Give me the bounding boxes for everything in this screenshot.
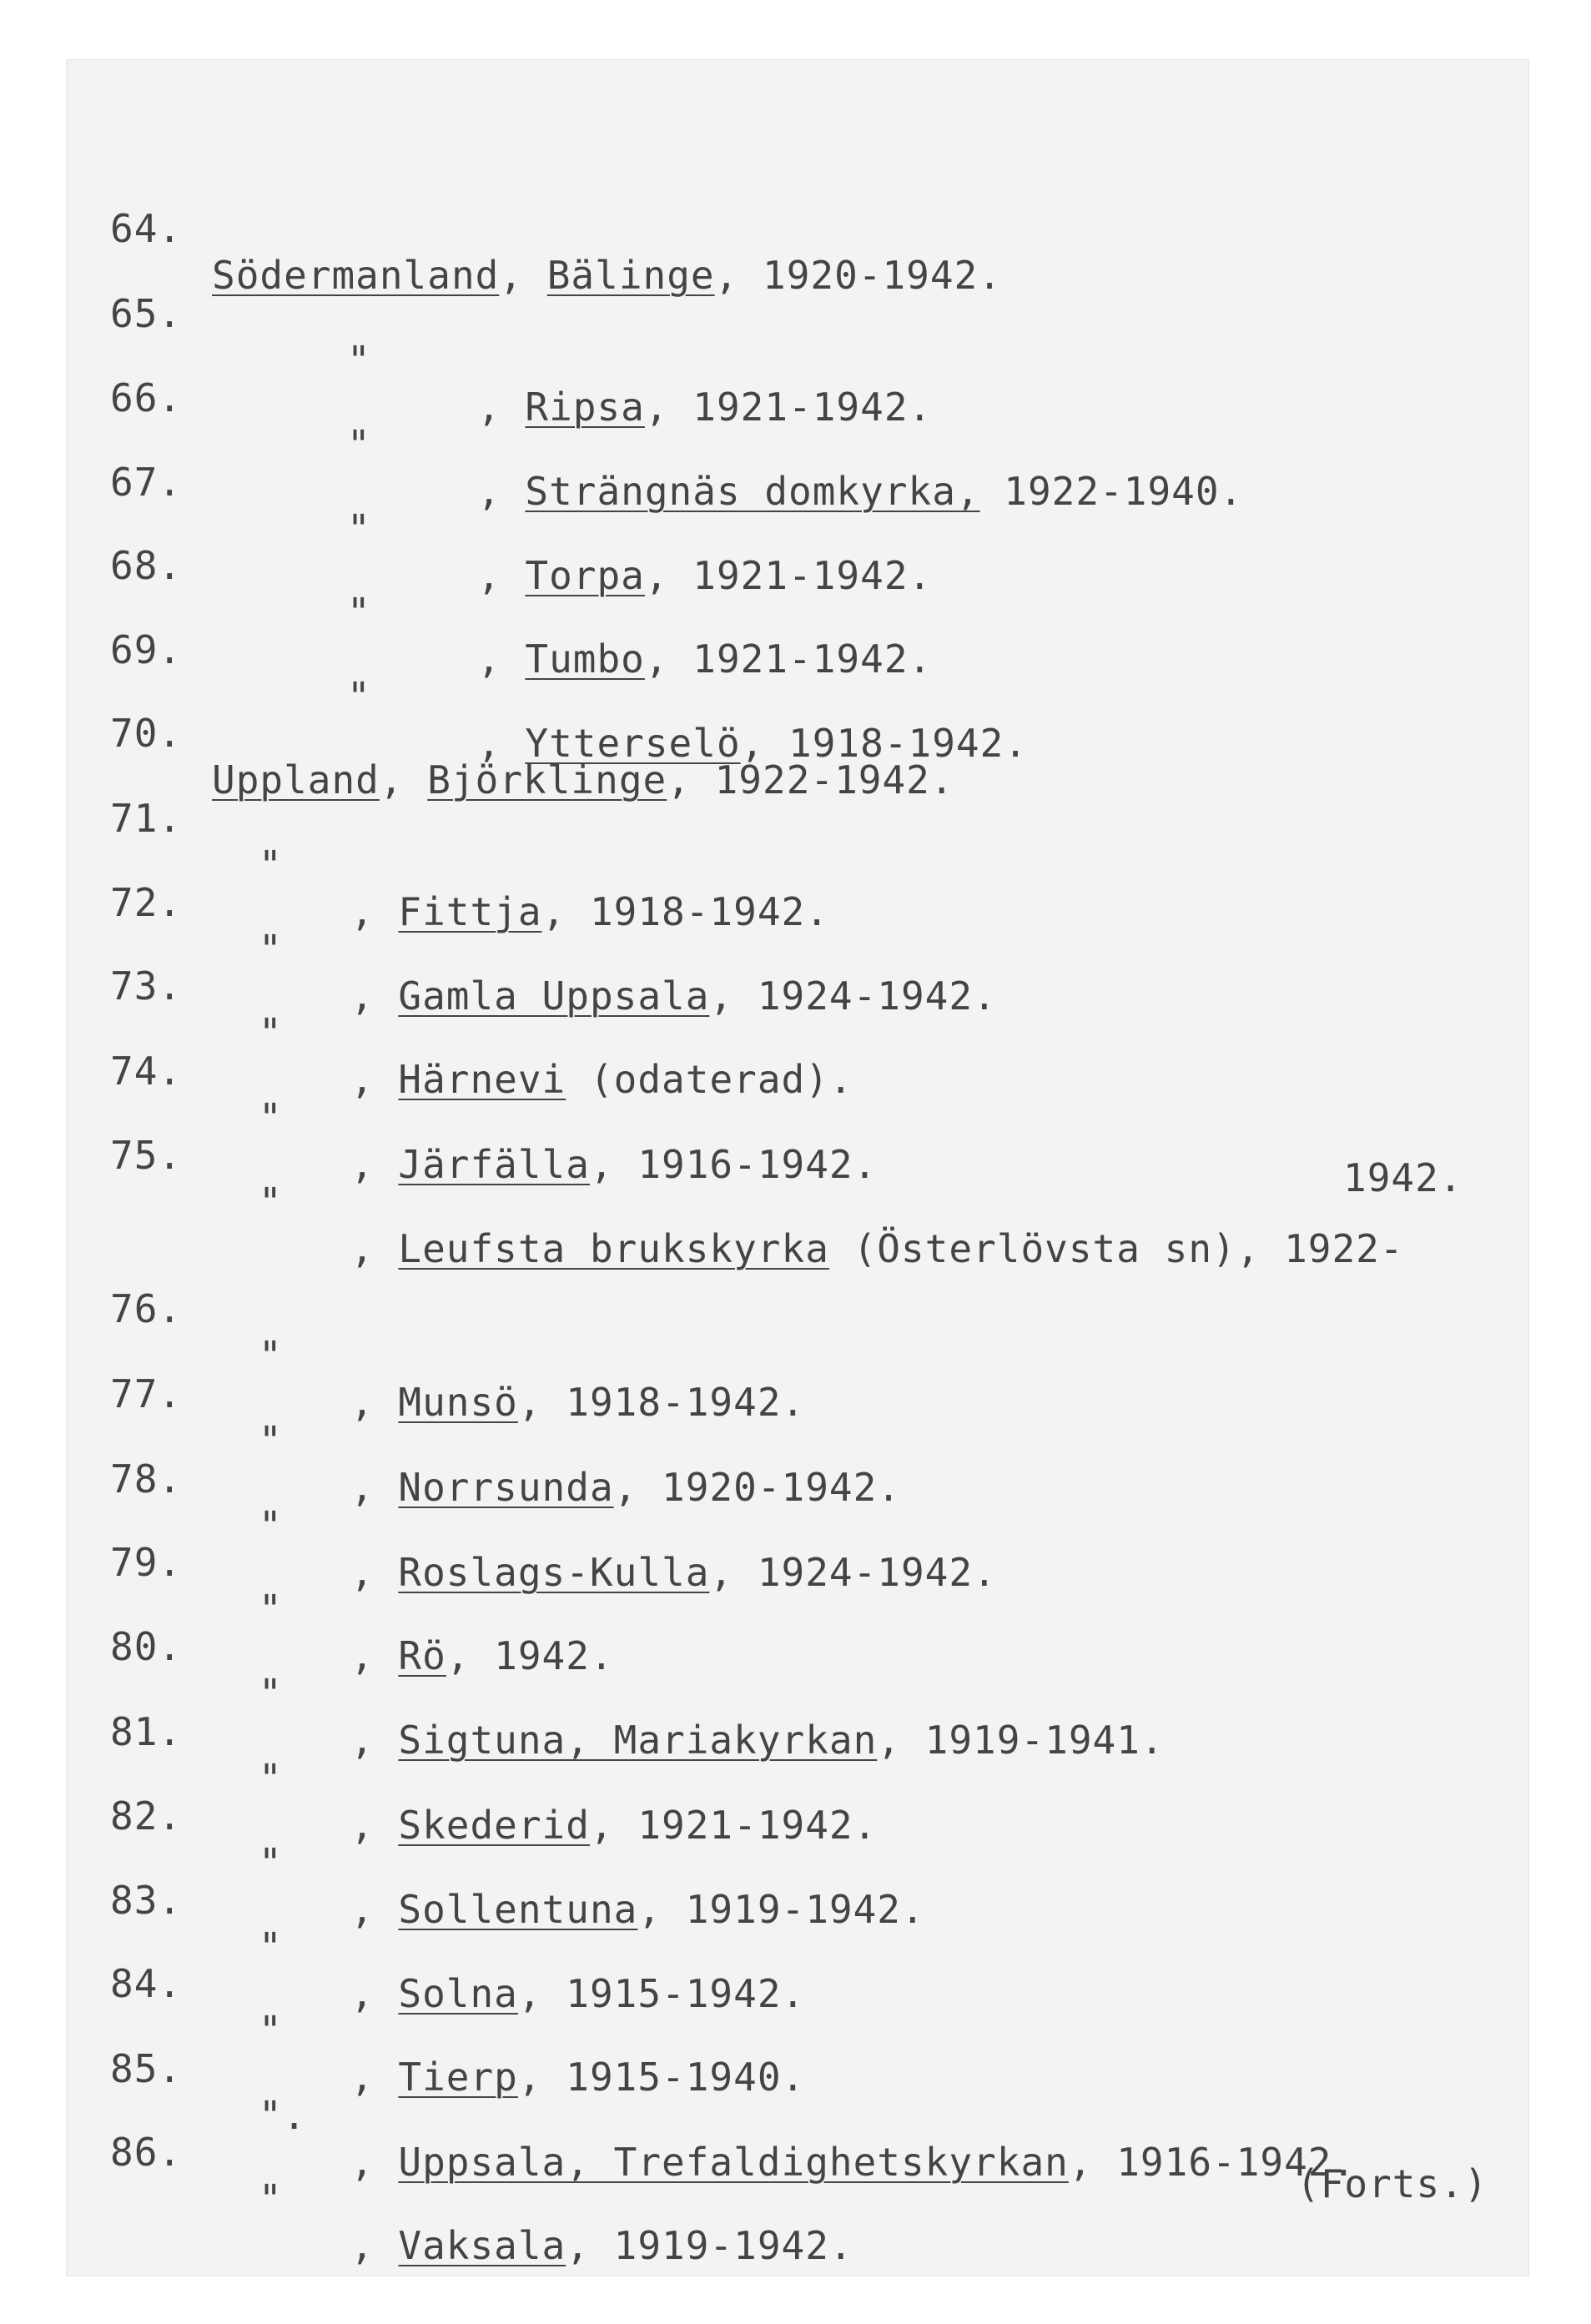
place-name: Sollentuna [398, 1887, 638, 1932]
region-name: Södermanland [212, 253, 500, 298]
ditto-mark: " [347, 674, 371, 719]
place-name: Strängnäs domkyrka, [525, 469, 980, 514]
ditto-mark: " [259, 1010, 283, 1055]
entry-number: 71. [110, 796, 183, 841]
date-range: 1924-1942. [757, 973, 997, 1019]
entry-text: , Rö, 1942. [350, 1633, 614, 1678]
date-range: 1921-1942. [692, 385, 933, 430]
ditto-mark: " [347, 338, 371, 383]
place-name: Bälinge [546, 253, 715, 298]
entry-number: 73. [110, 963, 183, 1009]
ditto-mark: " [259, 2176, 283, 2221]
entry-text: , Skederid, 1921-1942. [350, 1803, 878, 1848]
date-range: 1916-1942. [1116, 2140, 1357, 2185]
date-range: 1920-1942. [763, 253, 1002, 298]
ditto-mark: " [259, 1503, 283, 1548]
place-name: Ripsa [525, 385, 645, 430]
place-name: Ytterselö [525, 721, 741, 766]
place-name: Vaksala [398, 2223, 566, 2268]
entry-number: 72. [110, 880, 183, 925]
entry-number: 84. [110, 1961, 183, 2006]
ditto-mark: " [347, 506, 371, 551]
entry-number: 78. [110, 1456, 183, 1502]
date-range: 1921-1942. [692, 553, 933, 598]
document-sheet [67, 60, 1528, 2276]
date-range-continuation: 1942. [1343, 1155, 1463, 1200]
ditto-mark: " [259, 1756, 283, 1801]
entry-number: 85. [110, 2046, 183, 2091]
date-range: 1918-1942. [589, 889, 829, 934]
ditto-mark: " [259, 1840, 283, 1885]
place-name: Tumbo [525, 636, 645, 682]
place-name: Norrsunda [398, 1465, 614, 1510]
ditto-mark: " [347, 422, 371, 467]
date-range: 1915-1940. [566, 2055, 806, 2100]
place-name: Sigtuna, Mariakyrkan [398, 1718, 878, 1763]
place-name: Järfälla [398, 1142, 590, 1187]
place-name: Gamla Uppsala [398, 973, 710, 1019]
entry-text: , Leufsta brukskyrka (Österlövsta sn), 1922- [350, 1226, 1404, 1271]
entry-text: , Uppsala, Trefaldighetskyrkan, 1916-1942. [350, 2140, 1357, 2185]
entry-number: 66. [110, 375, 183, 420]
entry-number: 64. [110, 206, 183, 251]
date-range: 1924-1942. [757, 1550, 997, 1595]
place-name: Uppsala, Trefaldighetskyrkan [398, 2140, 1069, 2185]
date-range: 1921-1942. [637, 1803, 878, 1848]
ditto-mark: ". [259, 2093, 307, 2138]
place-name: Leufsta brukskyrka [398, 1226, 829, 1271]
entry-number: 67. [110, 460, 183, 505]
place-name: Munsö [398, 1380, 518, 1425]
ditto-mark: " [259, 927, 283, 972]
ditto-mark: " [259, 1333, 283, 1378]
entry-text: Södermanland, Bälinge, 1920-1942. [212, 253, 1002, 298]
place-name: Björklinge [427, 757, 667, 802]
entry-number: 74. [110, 1049, 183, 1094]
date-range: (Österlövsta sn), 1922- [853, 1226, 1404, 1271]
place-name: Härnevi [398, 1057, 566, 1102]
entry-text: , Tierp, 1915-1940. [350, 2055, 806, 2100]
entry-number: 79. [110, 1540, 183, 1585]
entry-number: 82. [110, 1793, 183, 1839]
place-name: Torpa [525, 553, 645, 598]
region-name: Uppland [212, 757, 380, 802]
date-range: 1918-1942. [788, 721, 1028, 766]
date-range: 1919-1942. [685, 1887, 925, 1932]
ditto-mark: " [259, 2008, 283, 2053]
ditto-mark: " [259, 1671, 283, 1716]
entry-number: 81. [110, 1709, 183, 1754]
entry-text: , Norrsunda, 1920-1942. [350, 1465, 901, 1510]
entry-number: 70. [110, 711, 183, 756]
entry-number: 76. [110, 1286, 183, 1331]
date-range: 1922-1940. [1004, 469, 1244, 514]
date-range: 1942. [494, 1633, 614, 1678]
place-name: Tierp [398, 2055, 518, 2100]
place-name: Fittja [398, 889, 542, 934]
continued-note: (Forts.) [1296, 2161, 1488, 2206]
entry-text: , Munsö, 1918-1942. [350, 1380, 806, 1425]
entry-number: 68. [110, 543, 183, 588]
entry-number: 77. [110, 1371, 183, 1416]
entry-text: , Strängnäs domkyrka, 1922-1940. [477, 469, 1244, 514]
entry-number: 69. [110, 627, 183, 672]
date-range: 1921-1942. [692, 636, 933, 682]
entry-text: , Tumbo, 1921-1942. [477, 636, 933, 682]
entry-text: , Ripsa, 1921-1942. [477, 385, 933, 430]
entry-text: , Gamla Uppsala, 1924-1942. [350, 973, 997, 1019]
ditto-mark: " [259, 843, 283, 888]
ditto-mark: " [259, 1418, 283, 1463]
date-range: 1919-1941. [924, 1718, 1165, 1763]
entry-text: , Solna, 1915-1942. [350, 1971, 806, 2016]
entry-number: 83. [110, 1878, 183, 1923]
ditto-mark: " [259, 1587, 283, 1632]
entry-text: Uppland, Björklinge, 1922-1942. [212, 757, 954, 802]
entry-text: , Fittja, 1918-1942. [350, 889, 829, 934]
entry-text: , Sigtuna, Mariakyrkan, 1919-1941. [350, 1718, 1165, 1763]
entry-text: , Järfälla, 1916-1942. [350, 1142, 878, 1187]
date-range: 1920-1942. [662, 1465, 901, 1510]
entry-text: , Ytterselö, 1918-1942. [477, 721, 1028, 766]
entry-text: , Härnevi (odaterad). [350, 1057, 853, 1102]
date-range: 1918-1942. [566, 1380, 806, 1425]
ditto-mark: " [259, 1180, 283, 1225]
ditto-mark: " [347, 590, 371, 635]
date-range: 1922-1942. [714, 757, 954, 802]
place-name: Roslags-Kulla [398, 1550, 710, 1595]
place-name: Skederid [398, 1803, 590, 1848]
ditto-mark: " [259, 1924, 283, 1969]
date-range: (odaterad). [589, 1057, 853, 1102]
place-name: Rö [398, 1633, 446, 1678]
entry-number: 75. [110, 1133, 183, 1178]
place-name: Solna [398, 1971, 518, 2016]
entry-number: 80. [110, 1624, 183, 1669]
entry-number: 65. [110, 291, 183, 336]
entry-text: , Torpa, 1921-1942. [477, 553, 933, 598]
ditto-mark: " [259, 1095, 283, 1140]
entry-text: , Sollentuna, 1919-1942. [350, 1887, 925, 1932]
date-range: 1916-1942. [637, 1142, 878, 1187]
date-range: 1915-1942. [566, 1971, 806, 2016]
date-range: 1919-1942. [613, 2223, 853, 2268]
entry-number: 86. [110, 2130, 183, 2175]
entry-text: , Roslags-Kulla, 1924-1942. [350, 1550, 997, 1595]
entry-text: , Vaksala, 1919-1942. [350, 2223, 853, 2268]
